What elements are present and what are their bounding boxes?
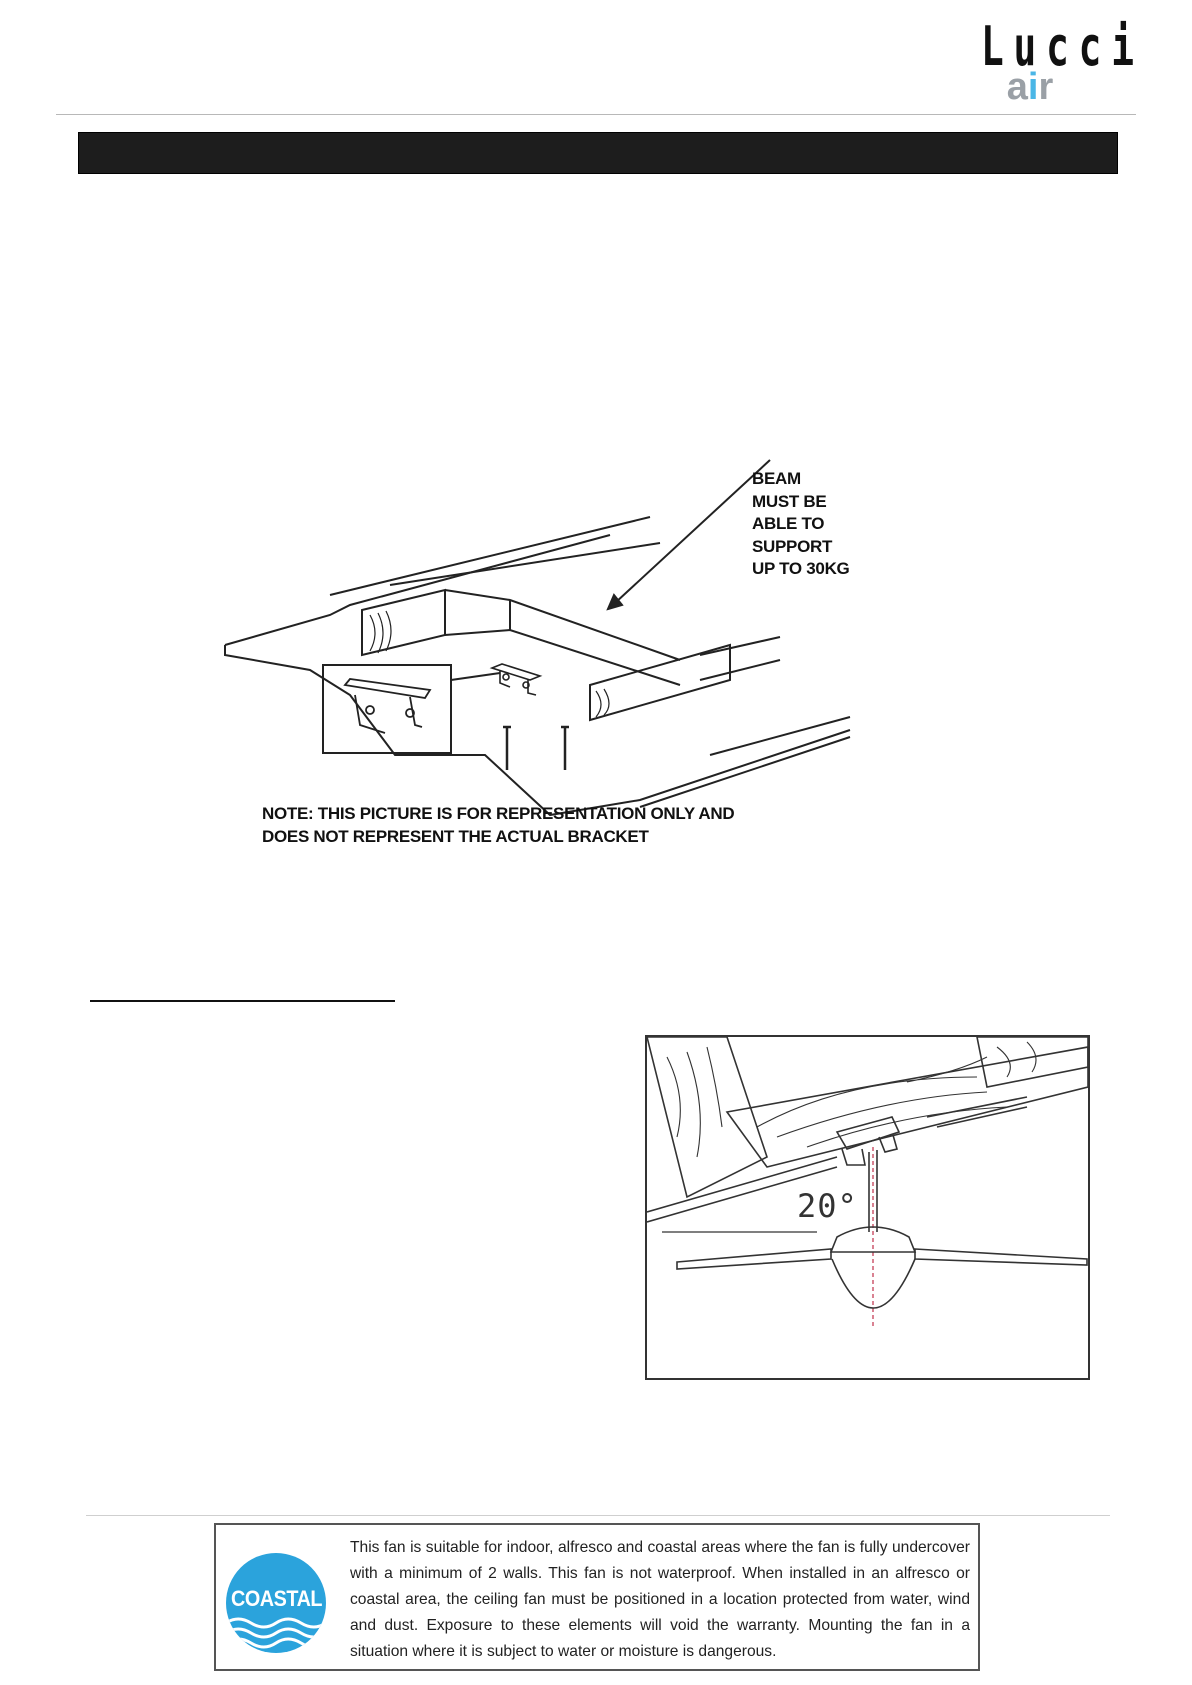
footer-divider bbox=[86, 1515, 1110, 1516]
coastal-badge-icon bbox=[226, 1553, 326, 1653]
beam-left bbox=[362, 590, 445, 655]
ceiling-sheet-outline bbox=[225, 535, 610, 645]
mounting-bracket bbox=[492, 664, 540, 695]
sloped-ceiling-drawing bbox=[647, 1037, 1088, 1378]
logo-sub-a: a bbox=[1006, 66, 1028, 108]
rafter-left bbox=[647, 1037, 767, 1197]
coastal-notice-box bbox=[214, 1523, 980, 1671]
sloped-ceiling-illustration bbox=[645, 1035, 1090, 1380]
section-heading-underline bbox=[90, 1000, 395, 1002]
beam-support-note: BEAM MUST BE ABLE TO SUPPORT UP TO 30KG bbox=[752, 469, 850, 578]
bracket-inset bbox=[323, 665, 451, 753]
logo-sub-i: i bbox=[1027, 66, 1039, 108]
wave-icon bbox=[226, 1613, 326, 1653]
beam-arrow bbox=[615, 460, 770, 603]
coastal-notice-text: This fan is suitable for indoor, alfresco and coastal areas where the fan is fully undercover with a minimum of 2 walls. This fan is not waterproof. When installed in an alfresco or coastal area, the ceiling fan must be positioned in a location protected from water, wind and dust. Exposure to these elements will void the warranty. Mounting the fan in a situation where it is subject to water or moisture is dangerous. bbox=[350, 1539, 970, 1660]
beam-right bbox=[590, 645, 730, 720]
rafter-right bbox=[977, 1037, 1088, 1087]
brand-logo bbox=[960, 15, 1144, 110]
sloped-beam bbox=[727, 1047, 1088, 1167]
representation-note: NOTE: THIS PICTURE IS FOR REPRESENTATION ONLY AND DOES NOT REPRESENT THE ACTUAL BRACKET bbox=[262, 804, 735, 846]
coastal-badge-label: COASTAL bbox=[231, 1586, 323, 1611]
fan-blade-right bbox=[915, 1249, 1087, 1265]
logo-brand-text: Lucci bbox=[981, 15, 1144, 78]
section-header-bar bbox=[78, 132, 1118, 174]
fan-blade-left bbox=[677, 1249, 831, 1269]
logo-sub-r: r bbox=[1038, 66, 1054, 108]
cross-beam bbox=[445, 590, 680, 685]
fan-canopy bbox=[837, 1117, 899, 1149]
slope-angle-label: 20° bbox=[797, 1187, 858, 1225]
header-divider bbox=[56, 114, 1136, 115]
mounting-screws bbox=[503, 727, 569, 770]
